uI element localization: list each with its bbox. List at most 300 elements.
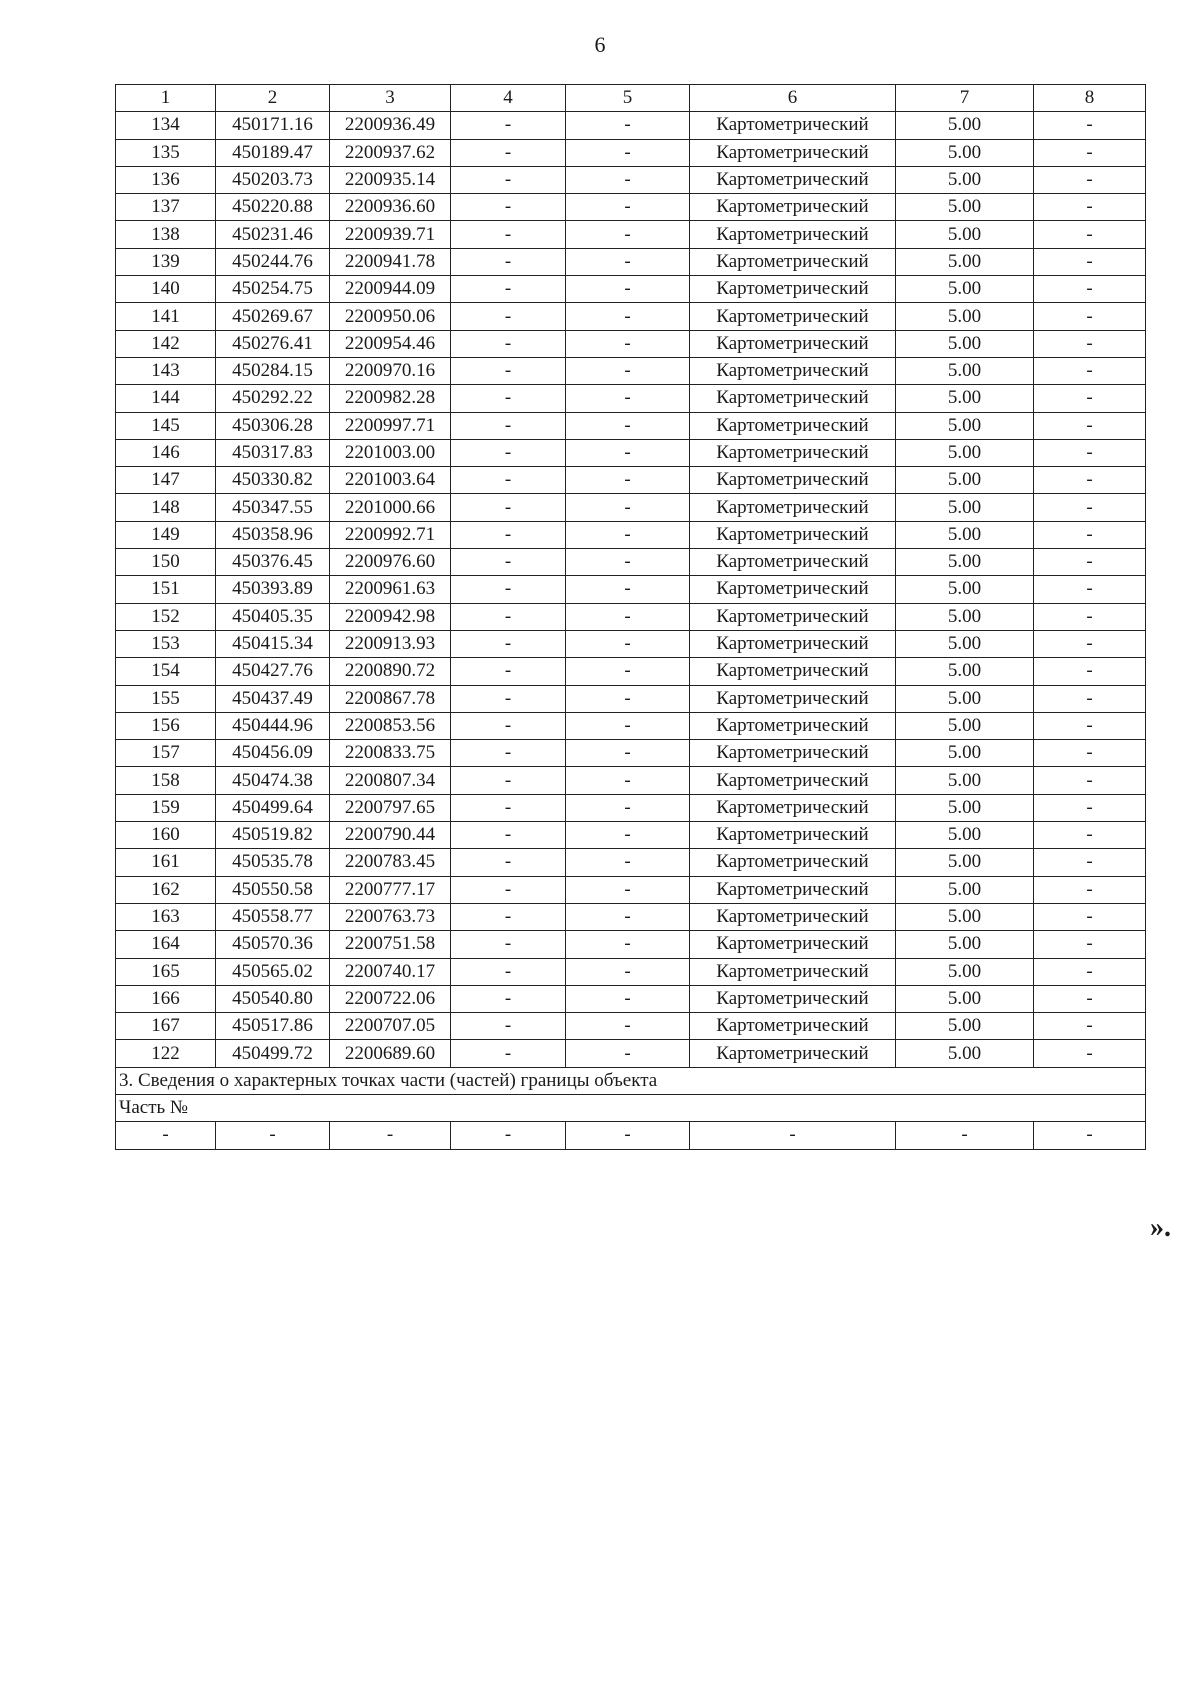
- col8-cell: -: [1034, 549, 1146, 576]
- table-row: [116, 139, 1146, 166]
- x-coordinate-cell: 450276.41: [216, 330, 330, 357]
- col5-cell: -: [566, 958, 690, 985]
- accuracy-cell: 5.00: [896, 603, 1034, 630]
- table-row: [116, 767, 1146, 794]
- y-coordinate-cell: 2200982.28: [330, 385, 451, 412]
- method-cell: Картометрический: [690, 712, 896, 739]
- header-cell: 8: [1034, 85, 1146, 112]
- table-body: [116, 85, 1146, 1068]
- x-coordinate-cell: 450499.72: [216, 1040, 330, 1067]
- x-coordinate-cell: 450474.38: [216, 767, 330, 794]
- method-cell: Картометрический: [690, 194, 896, 221]
- y-coordinate-cell: 2200853.56: [330, 712, 451, 739]
- header-cell: 5: [566, 85, 690, 112]
- x-coordinate-cell: 450427.76: [216, 658, 330, 685]
- accuracy-cell: 5.00: [896, 985, 1034, 1012]
- table-row: [116, 439, 1146, 466]
- table-row: [116, 276, 1146, 303]
- col4-cell: -: [451, 767, 566, 794]
- col5-cell: -: [566, 794, 690, 821]
- point-number-cell: 140: [116, 276, 216, 303]
- y-coordinate-cell: 2200867.78: [330, 685, 451, 712]
- accuracy-cell: 5.00: [896, 357, 1034, 384]
- method-cell: Картометрический: [690, 958, 896, 985]
- col5-cell: -: [566, 767, 690, 794]
- col8-cell: -: [1034, 139, 1146, 166]
- col4-cell: -: [451, 985, 566, 1012]
- table-row: [116, 467, 1146, 494]
- col4-cell: -: [451, 630, 566, 657]
- empty-cell: -: [566, 1122, 690, 1149]
- x-coordinate-cell: 450558.77: [216, 903, 330, 930]
- point-number-cell: 162: [116, 876, 216, 903]
- table-row: [116, 685, 1146, 712]
- table-row: [116, 166, 1146, 193]
- col8-cell: -: [1034, 876, 1146, 903]
- col5-cell: -: [566, 685, 690, 712]
- col5-cell: -: [566, 412, 690, 439]
- col8-cell: -: [1034, 385, 1146, 412]
- accuracy-cell: 5.00: [896, 248, 1034, 275]
- col4-cell: -: [451, 794, 566, 821]
- table-row: [116, 876, 1146, 903]
- col8-cell: -: [1034, 630, 1146, 657]
- col4-cell: -: [451, 276, 566, 303]
- x-coordinate-cell: 450284.15: [216, 357, 330, 384]
- method-cell: Картометрический: [690, 330, 896, 357]
- col8-cell: -: [1034, 221, 1146, 248]
- method-cell: Картометрический: [690, 876, 896, 903]
- y-coordinate-cell: 2200950.06: [330, 303, 451, 330]
- col4-cell: -: [451, 740, 566, 767]
- x-coordinate-cell: 450358.96: [216, 521, 330, 548]
- accuracy-cell: 5.00: [896, 1040, 1034, 1067]
- table-row: [116, 712, 1146, 739]
- x-coordinate-cell: 450306.28: [216, 412, 330, 439]
- col4-cell: -: [451, 1040, 566, 1067]
- y-coordinate-cell: 2200689.60: [330, 1040, 451, 1067]
- col8-cell: -: [1034, 303, 1146, 330]
- y-coordinate-cell: 2200941.78: [330, 248, 451, 275]
- y-coordinate-cell: 2200913.93: [330, 630, 451, 657]
- header-cell: 1: [116, 85, 216, 112]
- x-coordinate-cell: 450376.45: [216, 549, 330, 576]
- col5-cell: -: [566, 712, 690, 739]
- col8-cell: -: [1034, 985, 1146, 1012]
- part-label: Часть №: [116, 1094, 1146, 1121]
- col8-cell: -: [1034, 112, 1146, 139]
- method-cell: Картометрический: [690, 248, 896, 275]
- table-row: [116, 822, 1146, 849]
- x-coordinate-cell: 450254.75: [216, 276, 330, 303]
- col5-cell: -: [566, 931, 690, 958]
- table-row: [116, 357, 1146, 384]
- col5-cell: -: [566, 576, 690, 603]
- col4-cell: -: [451, 303, 566, 330]
- col8-cell: -: [1034, 767, 1146, 794]
- accuracy-cell: 5.00: [896, 330, 1034, 357]
- x-coordinate-cell: 450203.73: [216, 166, 330, 193]
- col5-cell: -: [566, 849, 690, 876]
- accuracy-cell: 5.00: [896, 467, 1034, 494]
- accuracy-cell: 5.00: [896, 658, 1034, 685]
- empty-cell: -: [330, 1122, 451, 1149]
- method-cell: Картометрический: [690, 276, 896, 303]
- method-cell: Картометрический: [690, 685, 896, 712]
- method-cell: Картометрический: [690, 549, 896, 576]
- table-row: [116, 248, 1146, 275]
- method-cell: Картометрический: [690, 221, 896, 248]
- y-coordinate-cell: 2200997.71: [330, 412, 451, 439]
- method-cell: Картометрический: [690, 740, 896, 767]
- y-coordinate-cell: 2200783.45: [330, 849, 451, 876]
- empty-cell: -: [896, 1122, 1034, 1149]
- method-cell: Картометрический: [690, 467, 896, 494]
- point-number-cell: 160: [116, 822, 216, 849]
- y-coordinate-cell: 2200935.14: [330, 166, 451, 193]
- y-coordinate-cell: 2200970.16: [330, 357, 451, 384]
- empty-cell: -: [1034, 1122, 1146, 1149]
- header-cell: 3: [330, 85, 451, 112]
- table-row: [116, 849, 1146, 876]
- col8-cell: -: [1034, 931, 1146, 958]
- method-cell: Картометрический: [690, 139, 896, 166]
- col8-cell: -: [1034, 1013, 1146, 1040]
- table-row: [116, 985, 1146, 1012]
- col5-cell: -: [566, 385, 690, 412]
- col8-cell: -: [1034, 467, 1146, 494]
- col4-cell: -: [451, 849, 566, 876]
- method-cell: Картометрический: [690, 630, 896, 657]
- point-number-cell: 155: [116, 685, 216, 712]
- col8-cell: -: [1034, 330, 1146, 357]
- table-row: [116, 1040, 1146, 1067]
- col8-cell: -: [1034, 521, 1146, 548]
- col4-cell: -: [451, 194, 566, 221]
- col8-cell: -: [1034, 658, 1146, 685]
- method-cell: Картометрический: [690, 985, 896, 1012]
- point-number-cell: 136: [116, 166, 216, 193]
- table-row: [116, 194, 1146, 221]
- y-coordinate-cell: 2200751.58: [330, 931, 451, 958]
- table-row: [116, 958, 1146, 985]
- section-heading: 3. Сведения о характерных точках части (частей) границы объекта: [116, 1067, 1146, 1094]
- accuracy-cell: 5.00: [896, 549, 1034, 576]
- accuracy-cell: 5.00: [896, 412, 1034, 439]
- col4-cell: -: [451, 412, 566, 439]
- col4-cell: -: [451, 876, 566, 903]
- y-coordinate-cell: 2201000.66: [330, 494, 451, 521]
- point-number-cell: 142: [116, 330, 216, 357]
- y-coordinate-cell: 2200936.49: [330, 112, 451, 139]
- col8-cell: -: [1034, 166, 1146, 193]
- point-number-cell: 150: [116, 549, 216, 576]
- table-row: [116, 303, 1146, 330]
- col4-cell: -: [451, 822, 566, 849]
- col5-cell: -: [566, 1040, 690, 1067]
- header-cell: 2: [216, 85, 330, 112]
- col5-cell: -: [566, 248, 690, 275]
- col4-cell: -: [451, 166, 566, 193]
- x-coordinate-cell: 450330.82: [216, 467, 330, 494]
- method-cell: Картометрический: [690, 794, 896, 821]
- accuracy-cell: 5.00: [896, 685, 1034, 712]
- col5-cell: -: [566, 276, 690, 303]
- col5-cell: -: [566, 658, 690, 685]
- table-row: [116, 603, 1146, 630]
- y-coordinate-cell: 2200833.75: [330, 740, 451, 767]
- table-row: [116, 494, 1146, 521]
- accuracy-cell: 5.00: [896, 767, 1034, 794]
- x-coordinate-cell: 450437.49: [216, 685, 330, 712]
- col8-cell: -: [1034, 712, 1146, 739]
- method-cell: Картометрический: [690, 494, 896, 521]
- point-number-cell: 151: [116, 576, 216, 603]
- y-coordinate-cell: 2200961.63: [330, 576, 451, 603]
- method-cell: Картометрический: [690, 439, 896, 466]
- col5-cell: -: [566, 903, 690, 930]
- col8-cell: -: [1034, 248, 1146, 275]
- col8-cell: -: [1034, 958, 1146, 985]
- method-cell: Картометрический: [690, 603, 896, 630]
- x-coordinate-cell: 450171.16: [216, 112, 330, 139]
- col4-cell: -: [451, 330, 566, 357]
- col4-cell: -: [451, 221, 566, 248]
- method-cell: Картометрический: [690, 849, 896, 876]
- point-number-cell: 147: [116, 467, 216, 494]
- col4-cell: -: [451, 712, 566, 739]
- col5-cell: -: [566, 630, 690, 657]
- col8-cell: -: [1034, 822, 1146, 849]
- accuracy-cell: 5.00: [896, 876, 1034, 903]
- y-coordinate-cell: 2200763.73: [330, 903, 451, 930]
- x-coordinate-cell: 450220.88: [216, 194, 330, 221]
- point-number-cell: 143: [116, 357, 216, 384]
- accuracy-cell: 5.00: [896, 849, 1034, 876]
- y-coordinate-cell: 2200939.71: [330, 221, 451, 248]
- point-number-cell: 154: [116, 658, 216, 685]
- y-coordinate-cell: 2200740.17: [330, 958, 451, 985]
- method-cell: Картометрический: [690, 903, 896, 930]
- point-number-cell: 148: [116, 494, 216, 521]
- accuracy-cell: 5.00: [896, 931, 1034, 958]
- accuracy-cell: 5.00: [896, 958, 1034, 985]
- accuracy-cell: 5.00: [896, 630, 1034, 657]
- accuracy-cell: 5.00: [896, 112, 1034, 139]
- table-row: [116, 903, 1146, 930]
- point-number-cell: 141: [116, 303, 216, 330]
- y-coordinate-cell: 2201003.64: [330, 467, 451, 494]
- col5-cell: -: [566, 357, 690, 384]
- table-row: [116, 330, 1146, 357]
- accuracy-cell: 5.00: [896, 166, 1034, 193]
- y-coordinate-cell: 2201003.00: [330, 439, 451, 466]
- point-number-cell: 158: [116, 767, 216, 794]
- point-number-cell: 161: [116, 849, 216, 876]
- point-number-cell: 164: [116, 931, 216, 958]
- col5-cell: -: [566, 139, 690, 166]
- x-coordinate-cell: 450244.76: [216, 248, 330, 275]
- point-number-cell: 153: [116, 630, 216, 657]
- col4-cell: -: [451, 521, 566, 548]
- empty-cell: -: [451, 1122, 566, 1149]
- x-coordinate-cell: 450393.89: [216, 576, 330, 603]
- col8-cell: -: [1034, 439, 1146, 466]
- col5-cell: -: [566, 439, 690, 466]
- table-row: [116, 549, 1146, 576]
- accuracy-cell: 5.00: [896, 521, 1034, 548]
- point-number-cell: 157: [116, 740, 216, 767]
- table-row: [116, 521, 1146, 548]
- point-number-cell: 165: [116, 958, 216, 985]
- closing-quote-mark: ».: [1150, 1212, 1171, 1243]
- method-cell: Картометрический: [690, 1013, 896, 1040]
- accuracy-cell: 5.00: [896, 712, 1034, 739]
- method-cell: Картометрический: [690, 931, 896, 958]
- x-coordinate-cell: 450269.67: [216, 303, 330, 330]
- point-number-cell: 152: [116, 603, 216, 630]
- table-row: [116, 740, 1146, 767]
- col4-cell: -: [451, 603, 566, 630]
- col8-cell: -: [1034, 357, 1146, 384]
- point-number-cell: 166: [116, 985, 216, 1012]
- accuracy-cell: 5.00: [896, 494, 1034, 521]
- x-coordinate-cell: 450570.36: [216, 931, 330, 958]
- col4-cell: -: [451, 903, 566, 930]
- point-number-cell: 139: [116, 248, 216, 275]
- col8-cell: -: [1034, 412, 1146, 439]
- col8-cell: -: [1034, 794, 1146, 821]
- table-row: [116, 794, 1146, 821]
- accuracy-cell: 5.00: [896, 221, 1034, 248]
- x-coordinate-cell: 450519.82: [216, 822, 330, 849]
- y-coordinate-cell: 2200722.06: [330, 985, 451, 1012]
- col8-cell: -: [1034, 576, 1146, 603]
- method-cell: Картометрический: [690, 658, 896, 685]
- x-coordinate-cell: 450444.96: [216, 712, 330, 739]
- point-number-cell: 146: [116, 439, 216, 466]
- empty-row: [116, 1122, 1146, 1149]
- x-coordinate-cell: 450415.34: [216, 630, 330, 657]
- accuracy-cell: 5.00: [896, 439, 1034, 466]
- accuracy-cell: 5.00: [896, 822, 1034, 849]
- col4-cell: -: [451, 958, 566, 985]
- method-cell: Картометрический: [690, 112, 896, 139]
- y-coordinate-cell: 2200936.60: [330, 194, 451, 221]
- col5-cell: -: [566, 467, 690, 494]
- table-row: [116, 112, 1146, 139]
- x-coordinate-cell: 450550.58: [216, 876, 330, 903]
- y-coordinate-cell: 2200942.98: [330, 603, 451, 630]
- table-row: [116, 1013, 1146, 1040]
- col5-cell: -: [566, 221, 690, 248]
- y-coordinate-cell: 2200790.44: [330, 822, 451, 849]
- col8-cell: -: [1034, 685, 1146, 712]
- x-coordinate-cell: 450456.09: [216, 740, 330, 767]
- col5-cell: -: [566, 985, 690, 1012]
- table-row: [116, 221, 1146, 248]
- point-number-cell: 159: [116, 794, 216, 821]
- col4-cell: -: [451, 248, 566, 275]
- col5-cell: -: [566, 603, 690, 630]
- col4-cell: -: [451, 112, 566, 139]
- x-coordinate-cell: 450535.78: [216, 849, 330, 876]
- col4-cell: -: [451, 1013, 566, 1040]
- col4-cell: -: [451, 357, 566, 384]
- empty-cell: -: [116, 1122, 216, 1149]
- table-row: [116, 385, 1146, 412]
- column-number-row: [116, 85, 1146, 112]
- table-row: [116, 630, 1146, 657]
- x-coordinate-cell: 450189.47: [216, 139, 330, 166]
- col8-cell: -: [1034, 603, 1146, 630]
- point-number-cell: 135: [116, 139, 216, 166]
- y-coordinate-cell: 2200807.34: [330, 767, 451, 794]
- accuracy-cell: 5.00: [896, 303, 1034, 330]
- method-cell: Картометрический: [690, 822, 896, 849]
- point-number-cell: 156: [116, 712, 216, 739]
- x-coordinate-cell: 450540.80: [216, 985, 330, 1012]
- col4-cell: -: [451, 931, 566, 958]
- empty-cell: -: [216, 1122, 330, 1149]
- point-number-cell: 149: [116, 521, 216, 548]
- method-cell: Картометрический: [690, 166, 896, 193]
- col5-cell: -: [566, 876, 690, 903]
- point-number-cell: 167: [116, 1013, 216, 1040]
- accuracy-cell: 5.00: [896, 794, 1034, 821]
- coordinates-table: [115, 84, 1146, 1150]
- point-number-cell: 138: [116, 221, 216, 248]
- y-coordinate-cell: 2200954.46: [330, 330, 451, 357]
- col5-cell: -: [566, 822, 690, 849]
- x-coordinate-cell: 450347.55: [216, 494, 330, 521]
- header-cell: 7: [896, 85, 1034, 112]
- method-cell: Картометрический: [690, 521, 896, 548]
- col8-cell: -: [1034, 276, 1146, 303]
- y-coordinate-cell: 2200777.17: [330, 876, 451, 903]
- header-cell: 6: [690, 85, 896, 112]
- method-cell: Картометрический: [690, 303, 896, 330]
- y-coordinate-cell: 2200976.60: [330, 549, 451, 576]
- col4-cell: -: [451, 439, 566, 466]
- table-row: [116, 658, 1146, 685]
- y-coordinate-cell: 2200944.09: [330, 276, 451, 303]
- col8-cell: -: [1034, 1040, 1146, 1067]
- point-number-cell: 145: [116, 412, 216, 439]
- col8-cell: -: [1034, 494, 1146, 521]
- col5-cell: -: [566, 494, 690, 521]
- col4-cell: -: [451, 685, 566, 712]
- col5-cell: -: [566, 303, 690, 330]
- col8-cell: -: [1034, 194, 1146, 221]
- point-number-cell: 134: [116, 112, 216, 139]
- method-cell: Картометрический: [690, 767, 896, 794]
- accuracy-cell: 5.00: [896, 1013, 1034, 1040]
- method-cell: Картометрический: [690, 357, 896, 384]
- x-coordinate-cell: 450231.46: [216, 221, 330, 248]
- col4-cell: -: [451, 385, 566, 412]
- method-cell: Картометрический: [690, 1040, 896, 1067]
- accuracy-cell: 5.00: [896, 740, 1034, 767]
- page-number: 6: [594, 32, 606, 57]
- col5-cell: -: [566, 166, 690, 193]
- col5-cell: -: [566, 740, 690, 767]
- section-heading-row: [116, 1067, 1146, 1094]
- empty-cell: -: [690, 1122, 896, 1149]
- header-cell: 4: [451, 85, 566, 112]
- col5-cell: -: [566, 521, 690, 548]
- table-row: [116, 931, 1146, 958]
